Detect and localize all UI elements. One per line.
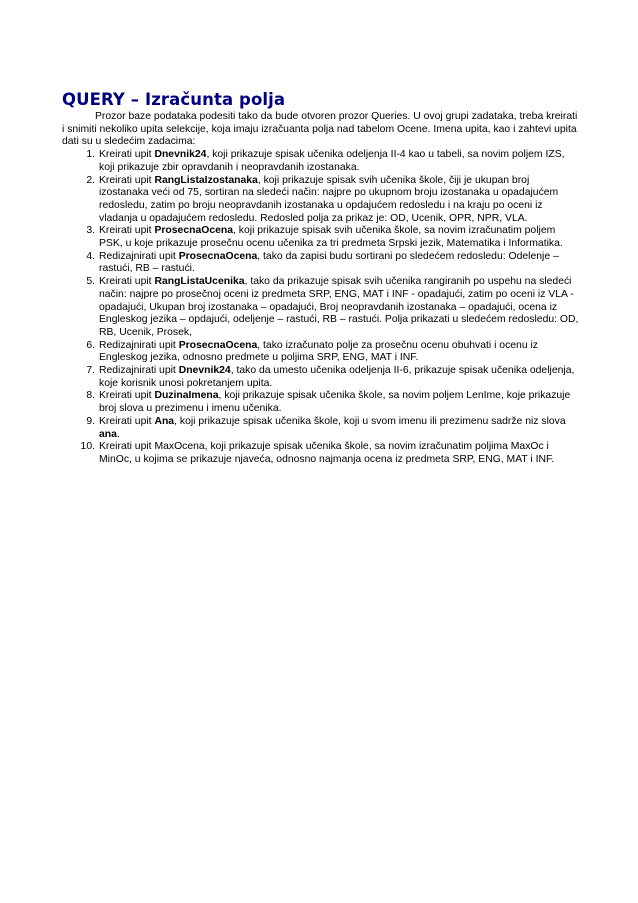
task-text-pre: Kreirati upit MaxOcena, koji prikazuje spisak učenika škole, sa novim izračunatim poljima MaxOc i MinOc, u kojima se prikazuje njaveća, odnosno najmanja ocena iz predmeta SRP, ENG, MAT i INF.	[99, 441, 555, 465]
task-text-post: , koji prikazuje spisak učenika odeljenja II-4 kao u tabeli, sa novim poljem IZS, koji prikazuje zbir opravdanih i neopravdanih izostanaka.	[99, 149, 565, 173]
intro-paragraph: Prozor baze podataka podesiti tako da bude otvoren prozor Queries. U ovoj grupi zadataka, treba kreirati i snimiti nekoliko upita selekcije, koja imaju izračuanta polja nad tabelom Ocene. Imena upita, kao i zahtevi upita dati su u sledećim zadacima:	[62, 111, 578, 148]
task-text-pre: Kreirati upit	[99, 174, 155, 186]
task-item-1	[62, 149, 582, 174]
task-number: 7.	[86, 365, 95, 377]
task-text-post: , tako da umesto učenika odeljenja II-6, prikazuje spisak učenika odeljenja, koje korisnik unosi pokretanjem upita.	[99, 365, 575, 389]
task-item-3	[62, 225, 582, 250]
task-text-post: , koji prikazuje spisak svih učenika škole, sa novim izračunatim poljem PSK, u koje prikazuje prosečnu ocenu učenika za tri predmeta Srpski jezik, Matematika i Informatika.	[99, 225, 563, 250]
task-item-10	[62, 441, 582, 466]
task-number: 1.	[86, 149, 95, 161]
task-text-end: .	[116, 428, 120, 440]
task-number: 8.	[86, 390, 95, 402]
task-number: 10.	[80, 441, 95, 453]
task-number: 5.	[86, 276, 95, 288]
task-text-post: , tako izračunato polje za prosečnu ocenu obuhvati i ocenu iz Engleskog jezika, odnosno predmete u poljima SRP, ENG, MAT i INF.	[99, 339, 538, 364]
task-text-post: , koji prikazuje spisak svih učenika škole, čiji je ukupan broj izostanaka veći od 75, sortiran na sledeći način: najpre po ukupnom broju izostanaka u opadajućem redosledu, zatim po broju neopravdanih izostanaka u opdajućem redosledu i na kraju po oceni iz vladanja u opadajućem redosledu. Redosled polja za prikaz je: OD, Ucenik, OPR, NPR, VLA.	[99, 174, 559, 224]
query-name: Dnevnik24	[178, 365, 231, 377]
task-text-pre: Kreirati upit	[99, 390, 155, 402]
query-name: ProsecnaOcena	[178, 250, 258, 262]
task-item-6	[62, 340, 582, 365]
task-text-pre: Redizajnirati upit	[99, 365, 179, 377]
task-number: 9.	[86, 415, 95, 427]
task-item-7	[62, 365, 582, 390]
query-name: RangListaUcenika	[154, 276, 245, 288]
task-text-pre: Redizajnirati upit	[99, 339, 179, 351]
task-text-pre: Kreirati upit	[99, 415, 155, 427]
task-text-post: , koji prikazuje spisak učenika škole, koji u svom imenu ili prezimenu sadrže niz slova	[174, 415, 566, 427]
task-text-pre: Kreirati upit	[99, 276, 155, 288]
document-page	[62, 90, 582, 467]
query-name: RangListaIzostanaka	[154, 174, 258, 186]
task-text-pre: Kreirati upit	[99, 149, 155, 161]
query-name: ProsecnaOcena	[154, 225, 234, 237]
task-item-5	[62, 276, 582, 340]
task-number: 3.	[86, 225, 95, 237]
task-text-post: , koji prikazuje spisak učenika škole, sa novim poljem LenIme, koje prikazuje broj slova u prezimenu i imenu učenika.	[99, 390, 571, 415]
task-item-8	[62, 390, 582, 415]
query-name: DuzinaImena	[154, 390, 219, 402]
task-text-post: , tako da prikazuje spisak svih učenika rangiranih po uspehu na sledeći način: najpre po prosečnoj oceni iz predmeta SRP, ENG, MAT i INF - opadajući, zatim po oceni iz VLA - opadajući, Ukupan broj izostanaka – opadajući, Broj neopravdanih izostanaka – opadajući, ocena iz Engleskog jezika – opdajući, odeljenje – rastući, RB – rastući. Polja prikazati u sledećem redosledu: OD, RB, Ucenik, Prosek,	[99, 276, 579, 338]
document-title: QUERY – Izračunta polja	[62, 90, 286, 109]
task-item-2	[62, 175, 582, 226]
task-list	[62, 149, 582, 467]
task-text-post: , tako da zapisi budu sortirani po sledećem redosledu: Odelenje – rastući, RB – rastući.	[99, 250, 559, 275]
task-number: 6.	[86, 339, 95, 351]
query-name: Dnevnik24	[154, 149, 207, 161]
task-number: 2.	[86, 174, 95, 186]
task-item-9	[62, 416, 582, 441]
task-text-pre: Redizajnirati upit	[99, 250, 179, 262]
query-name: ProsecnaOcena	[178, 339, 258, 351]
task-text-pre: Kreirati upit	[99, 225, 155, 237]
query-name: Ana	[154, 415, 175, 427]
search-string: ana	[99, 428, 117, 440]
task-item-4	[62, 251, 582, 276]
task-number: 4.	[86, 250, 95, 262]
